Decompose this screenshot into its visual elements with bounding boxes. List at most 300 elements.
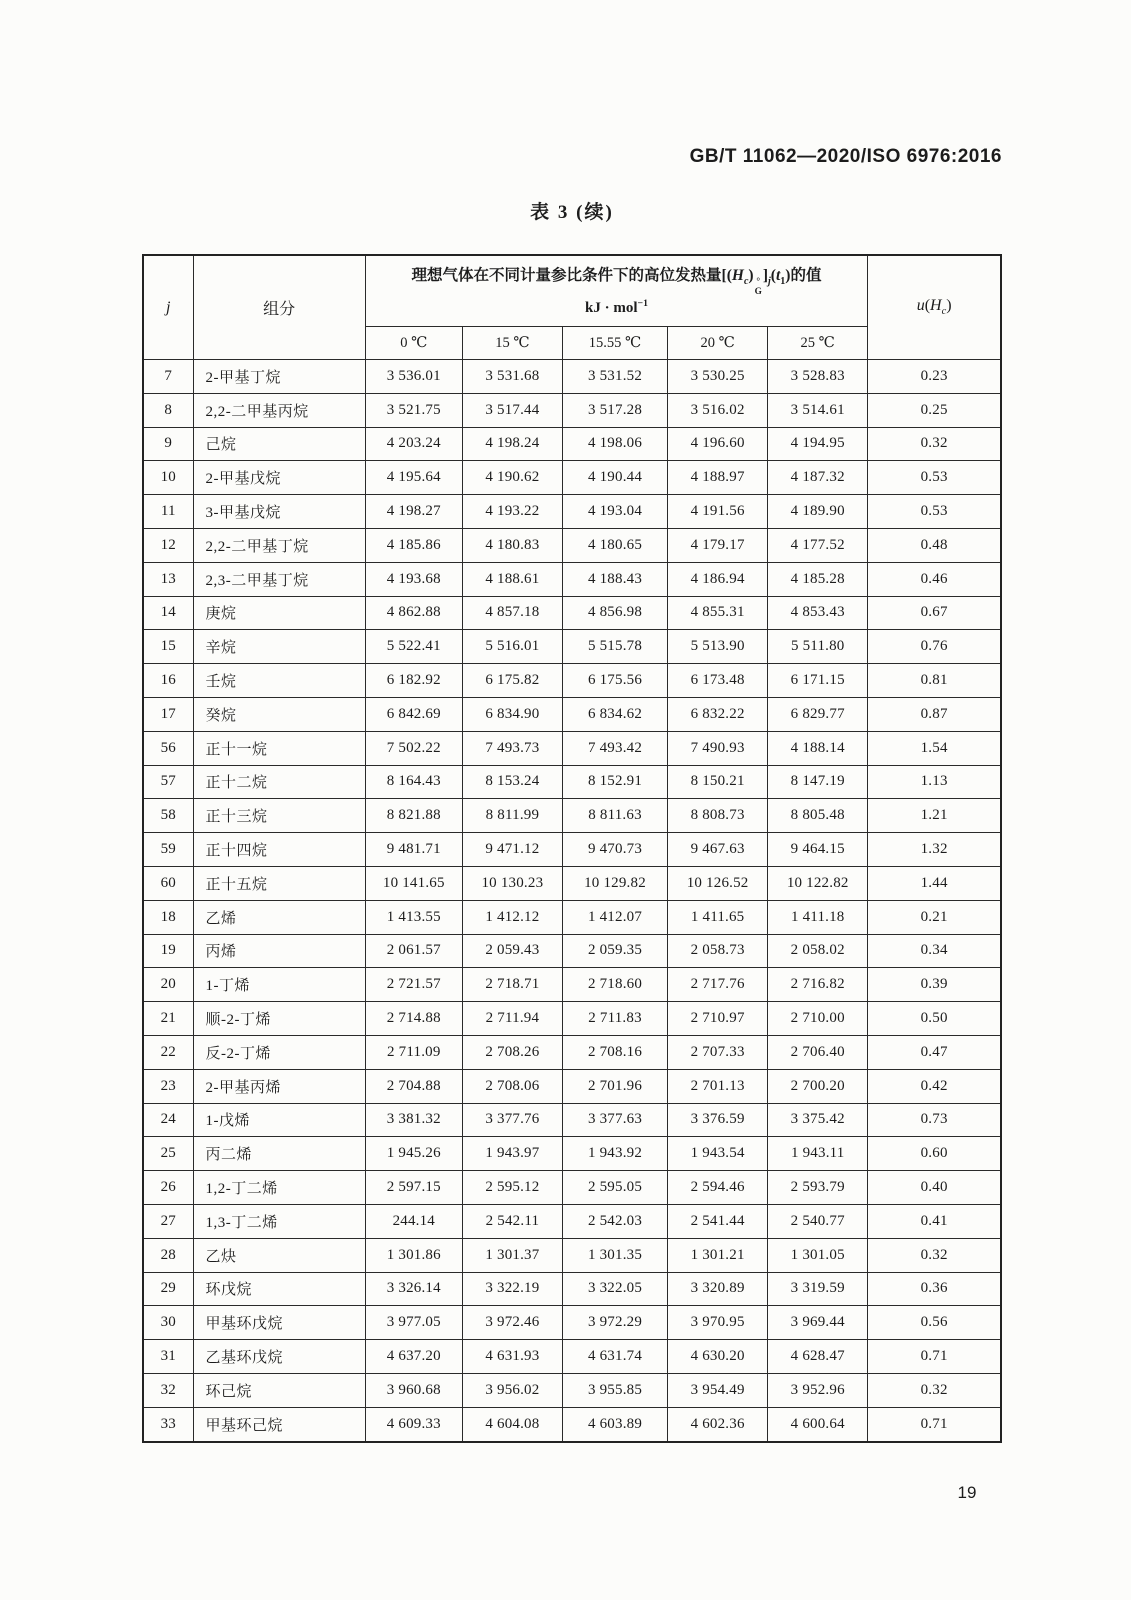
cell-uncertainty: 1.13 [868,765,1001,799]
cell-value-20c: 3 516.02 [668,393,768,427]
cell-value-15c: 3 517.44 [462,393,562,427]
cell-value-25c: 3 514.61 [768,393,868,427]
cell-value-15-55c: 4 631.74 [562,1340,667,1374]
cell-uncertainty: 0.60 [868,1137,1001,1171]
cell-uncertainty: 0.81 [868,664,1001,698]
table-row [143,562,1001,596]
cell-index-j: 12 [143,528,193,562]
cell-value-0c: 2 714.88 [365,1002,462,1036]
cell-value-15-55c: 10 129.82 [562,866,667,900]
cell-value-15c: 5 516.01 [462,630,562,664]
page-number: 19 [957,1483,977,1502]
table-row [143,1002,1001,1036]
cell-component-name: 正十四烷 [193,833,365,867]
cell-value-25c: 1 411.18 [768,900,868,934]
table-row [143,1238,1001,1272]
cell-value-20c: 1 411.65 [668,900,768,934]
table-row [143,1306,1001,1340]
cell-value-0c: 1 945.26 [365,1137,462,1171]
cell-index-j: 7 [143,360,193,394]
cell-component-name: 正十三烷 [193,799,365,833]
cell-index-j: 22 [143,1035,193,1069]
cell-value-15c: 8 153.24 [462,765,562,799]
cell-value-15-55c: 3 955.85 [562,1373,667,1407]
standard-code: GB/T 11062—2020/ISO 6976:2016 [689,146,1002,167]
cell-value-25c: 2 716.82 [768,968,868,1002]
cell-uncertainty: 0.71 [868,1407,1001,1441]
cell-value-15-55c: 3 531.52 [562,360,667,394]
cell-component-name: 1-戊烯 [193,1103,365,1137]
cell-component-name: 甲基环戊烷 [193,1306,365,1340]
cell-index-j: 58 [143,799,193,833]
cell-value-15c: 4 857.18 [462,596,562,630]
table-row [143,393,1001,427]
cell-uncertainty: 1.44 [868,866,1001,900]
cell-value-25c: 5 511.80 [768,630,868,664]
cell-uncertainty: 0.40 [868,1171,1001,1205]
cell-value-20c: 7 490.93 [668,731,768,765]
table-row [143,1069,1001,1103]
cell-value-20c: 8 150.21 [668,765,768,799]
cell-value-15-55c: 1 943.92 [562,1137,667,1171]
cell-value-0c: 3 960.68 [365,1373,462,1407]
cell-value-0c: 7 502.22 [365,731,462,765]
cell-value-0c: 4 185.86 [365,528,462,562]
cell-uncertainty: 0.48 [868,528,1001,562]
cell-value-15c: 9 471.12 [462,833,562,867]
cell-value-15c: 7 493.73 [462,731,562,765]
cell-value-0c: 8 821.88 [365,799,462,833]
cell-value-0c: 5 522.41 [365,630,462,664]
cell-uncertainty: 1.32 [868,833,1001,867]
cell-component-name: 2-甲基丁烷 [193,360,365,394]
cell-value-0c: 2 721.57 [365,968,462,1002]
calorific-value-table [142,254,1002,1443]
cell-value-15-55c: 2 711.83 [562,1002,667,1036]
cell-uncertainty: 0.23 [868,360,1001,394]
cell-component-name: 2,2-二甲基丁烷 [193,528,365,562]
column-header-uncertainty: $u(H_c)$ [868,255,1001,360]
cell-value-15-55c: 5 515.78 [562,630,667,664]
cell-value-20c: 1 301.21 [668,1238,768,1272]
cell-component-name: 顺-2-丁烯 [193,1002,365,1036]
cell-value-20c: 2 710.97 [668,1002,768,1036]
cell-index-j: 29 [143,1272,193,1306]
table-row [143,461,1001,495]
cell-value-20c: 2 594.46 [668,1171,768,1205]
cell-uncertainty: 0.41 [868,1204,1001,1238]
cell-value-0c: 3 536.01 [365,360,462,394]
cell-value-20c: 5 513.90 [668,630,768,664]
cell-index-j: 24 [143,1103,193,1137]
cell-value-25c: 3 319.59 [768,1272,868,1306]
cell-index-j: 31 [143,1340,193,1374]
cell-index-j: 16 [143,664,193,698]
cell-component-name: 2,3-二甲基丁烷 [193,562,365,596]
cell-value-25c: 4 853.43 [768,596,868,630]
cell-value-20c: 4 188.97 [668,461,768,495]
cell-value-25c: 2 710.00 [768,1002,868,1036]
table-row [143,427,1001,461]
table-row [143,765,1001,799]
cell-index-j: 11 [143,495,193,529]
cell-component-name: 2,2-二甲基丙烷 [193,393,365,427]
cell-index-j: 19 [143,934,193,968]
cell-value-15-55c: 6 834.62 [562,697,667,731]
cell-value-15-55c: 4 198.06 [562,427,667,461]
cell-value-15-55c: 4 190.44 [562,461,667,495]
cell-uncertainty: 0.53 [868,461,1001,495]
cell-value-0c: 9 481.71 [365,833,462,867]
table-row [143,731,1001,765]
cell-value-20c: 9 467.63 [668,833,768,867]
cell-value-15-55c: 4 180.65 [562,528,667,562]
column-header-j: j [143,255,193,360]
cell-value-25c: 4 189.90 [768,495,868,529]
cell-uncertainty: 0.76 [868,630,1001,664]
table-row [143,1407,1001,1441]
cell-value-15-55c: 2 542.03 [562,1204,667,1238]
cell-uncertainty: 0.42 [868,1069,1001,1103]
cell-component-name: 丙二烯 [193,1137,365,1171]
cell-value-25c: 4 187.32 [768,461,868,495]
cell-value-0c: 2 061.57 [365,934,462,968]
cell-value-20c: 3 970.95 [668,1306,768,1340]
cell-value-25c: 10 122.82 [768,866,868,900]
cell-value-20c: 10 126.52 [668,866,768,900]
cell-index-j: 10 [143,461,193,495]
cell-uncertainty: 0.47 [868,1035,1001,1069]
cell-value-15c: 4 193.22 [462,495,562,529]
cell-value-25c: 8 147.19 [768,765,868,799]
cell-value-20c: 4 630.20 [668,1340,768,1374]
temp-header-15-55c: 15.55 ℃ [562,327,667,360]
cell-value-15c: 1 943.97 [462,1137,562,1171]
cell-uncertainty: 0.21 [868,900,1001,934]
cell-index-j: 8 [143,393,193,427]
cell-index-j: 27 [143,1204,193,1238]
cell-uncertainty: 0.36 [868,1272,1001,1306]
table-row [143,866,1001,900]
cell-value-15c: 2 718.71 [462,968,562,1002]
cell-component-name: 庚烷 [193,596,365,630]
cell-value-15-55c: 8 152.91 [562,765,667,799]
group-header-formula: 理想气体在不同计量参比条件下的高位发热量[$(H_c)$ ° G ]$_j(t_1)$的值 [411,267,822,297]
cell-value-20c: 4 186.94 [668,562,768,596]
cell-value-0c: 3 381.32 [365,1103,462,1137]
cell-component-name: 环己烷 [193,1373,365,1407]
cell-value-20c: 2 058.73 [668,934,768,968]
cell-index-j: 20 [143,968,193,1002]
table-row [143,1340,1001,1374]
table-row [143,799,1001,833]
cell-value-0c: 2 597.15 [365,1171,462,1205]
cell-value-25c: 1 943.11 [768,1137,868,1171]
cell-value-0c: 2 711.09 [365,1035,462,1069]
temp-header-0c: 0 ℃ [365,327,462,360]
cell-value-0c: 4 862.88 [365,596,462,630]
cell-value-15-55c: 2 708.16 [562,1035,667,1069]
cell-value-20c: 3 376.59 [668,1103,768,1137]
cell-index-j: 13 [143,562,193,596]
cell-value-15-55c: 4 188.43 [562,562,667,596]
cell-value-0c: 3 521.75 [365,393,462,427]
cell-value-0c: 6 182.92 [365,664,462,698]
cell-value-15c: 3 956.02 [462,1373,562,1407]
cell-value-0c: 4 193.68 [365,562,462,596]
cell-value-15c: 3 972.46 [462,1306,562,1340]
cell-value-15-55c: 3 377.63 [562,1103,667,1137]
cell-value-0c: 244.14 [365,1204,462,1238]
cell-uncertainty: 0.53 [868,495,1001,529]
table-row [143,1137,1001,1171]
cell-value-0c: 4 203.24 [365,427,462,461]
cell-uncertainty: 0.87 [868,697,1001,731]
temp-header-15c: 15 ℃ [462,327,562,360]
cell-value-20c: 4 179.17 [668,528,768,562]
table-row [143,1035,1001,1069]
cell-value-15c: 4 180.83 [462,528,562,562]
cell-value-20c: 2 707.33 [668,1035,768,1069]
cell-value-15c: 2 708.26 [462,1035,562,1069]
cell-value-20c: 2 717.76 [668,968,768,1002]
cell-value-20c: 4 602.36 [668,1407,768,1441]
cell-value-15-55c: 4 193.04 [562,495,667,529]
table-row [143,968,1001,1002]
cell-uncertainty: 1.54 [868,731,1001,765]
cell-value-25c: 2 706.40 [768,1035,868,1069]
cell-index-j: 26 [143,1171,193,1205]
cell-index-j: 56 [143,731,193,765]
cell-value-20c: 2 701.13 [668,1069,768,1103]
cell-component-name: 1-丁烯 [193,968,365,1002]
cell-value-15c: 4 604.08 [462,1407,562,1441]
cell-value-15c: 10 130.23 [462,866,562,900]
cell-value-25c: 6 829.77 [768,697,868,731]
cell-component-name: 乙烯 [193,900,365,934]
table-row [143,1204,1001,1238]
cell-value-25c: 4 600.64 [768,1407,868,1441]
cell-uncertainty: 0.25 [868,393,1001,427]
cell-value-15-55c: 8 811.63 [562,799,667,833]
cell-component-name: 乙炔 [193,1238,365,1272]
cell-uncertainty: 0.71 [868,1340,1001,1374]
cell-value-20c: 4 196.60 [668,427,768,461]
cell-value-20c: 1 943.54 [668,1137,768,1171]
cell-value-0c: 10 141.65 [365,866,462,900]
cell-uncertainty: 0.34 [868,934,1001,968]
cell-value-15c: 3 322.19 [462,1272,562,1306]
cell-index-j: 59 [143,833,193,867]
cell-index-j: 30 [143,1306,193,1340]
cell-uncertainty: 0.67 [868,596,1001,630]
cell-value-15-55c: 6 175.56 [562,664,667,698]
cell-value-25c: 6 171.15 [768,664,868,698]
cell-value-25c: 3 969.44 [768,1306,868,1340]
cell-value-15c: 8 811.99 [462,799,562,833]
table-row [143,1103,1001,1137]
cell-index-j: 17 [143,697,193,731]
cell-value-20c: 2 541.44 [668,1204,768,1238]
cell-component-name: 1,2-丁二烯 [193,1171,365,1205]
cell-value-15-55c: 3 322.05 [562,1272,667,1306]
cell-value-0c: 2 704.88 [365,1069,462,1103]
cell-value-15c: 3 531.68 [462,360,562,394]
cell-uncertainty: 0.32 [868,1238,1001,1272]
cell-index-j: 32 [143,1373,193,1407]
cell-value-25c: 4 177.52 [768,528,868,562]
cell-uncertainty: 0.73 [868,1103,1001,1137]
cell-index-j: 60 [143,866,193,900]
table-title: 表 3 (续) [530,202,614,223]
cell-component-name: 正十二烷 [193,765,365,799]
table-row [143,495,1001,529]
table-row [143,900,1001,934]
cell-uncertainty: 1.21 [868,799,1001,833]
cell-value-25c: 8 805.48 [768,799,868,833]
cell-value-25c: 3 528.83 [768,360,868,394]
cell-value-0c: 4 609.33 [365,1407,462,1441]
cell-value-0c: 1 413.55 [365,900,462,934]
cell-component-name: 己烷 [193,427,365,461]
temp-header-25c: 25 ℃ [768,327,868,360]
table-row [143,1171,1001,1205]
cell-value-20c: 3 320.89 [668,1272,768,1306]
cell-value-25c: 1 301.05 [768,1238,868,1272]
cell-index-j: 57 [143,765,193,799]
cell-value-0c: 1 301.86 [365,1238,462,1272]
cell-component-name: 正十五烷 [193,866,365,900]
cell-value-15-55c: 9 470.73 [562,833,667,867]
cell-index-j: 33 [143,1407,193,1441]
cell-value-15c: 1 301.37 [462,1238,562,1272]
cell-value-20c: 3 954.49 [668,1373,768,1407]
cell-value-15-55c: 2 059.35 [562,934,667,968]
cell-component-name: 癸烷 [193,697,365,731]
cell-uncertainty: 0.32 [868,427,1001,461]
cell-uncertainty: 0.32 [868,1373,1001,1407]
cell-value-15c: 4 188.61 [462,562,562,596]
cell-value-15-55c: 3 972.29 [562,1306,667,1340]
cell-value-25c: 2 593.79 [768,1171,868,1205]
table-row [143,1272,1001,1306]
cell-index-j: 14 [143,596,193,630]
cell-value-15-55c: 1 301.35 [562,1238,667,1272]
cell-index-j: 9 [143,427,193,461]
cell-value-15c: 2 542.11 [462,1204,562,1238]
cell-component-name: 丙烯 [193,934,365,968]
cell-value-25c: 4 185.28 [768,562,868,596]
cell-value-0c: 4 637.20 [365,1340,462,1374]
cell-component-name: 反-2-丁烯 [193,1035,365,1069]
cell-value-15-55c: 4 856.98 [562,596,667,630]
cell-index-j: 21 [143,1002,193,1036]
cell-value-15-55c: 4 603.89 [562,1407,667,1441]
cell-uncertainty: 0.46 [868,562,1001,596]
cell-index-j: 25 [143,1137,193,1171]
table-row [143,630,1001,664]
cell-value-15-55c: 3 517.28 [562,393,667,427]
cell-value-15c: 2 711.94 [462,1002,562,1036]
table-row [143,833,1001,867]
cell-value-20c: 6 832.22 [668,697,768,731]
cell-index-j: 28 [143,1238,193,1272]
cell-value-25c: 2 058.02 [768,934,868,968]
table-row [143,934,1001,968]
group-header-unit: kJ · mol$^{-1}$ [585,297,648,316]
table-row [143,664,1001,698]
cell-uncertainty: 0.56 [868,1306,1001,1340]
group-header-calorific-values [365,255,868,327]
cell-value-15c: 6 175.82 [462,664,562,698]
cell-component-name: 2-甲基丙烯 [193,1069,365,1103]
column-header-component: 组分 [193,255,365,360]
table-body [143,360,1001,1442]
cell-value-15c: 4 631.93 [462,1340,562,1374]
cell-value-15-55c: 2 595.05 [562,1171,667,1205]
cell-value-20c: 8 808.73 [668,799,768,833]
cell-uncertainty: 0.39 [868,968,1001,1002]
cell-value-0c: 3 326.14 [365,1272,462,1306]
cell-value-0c: 6 842.69 [365,697,462,731]
cell-value-25c: 4 188.14 [768,731,868,765]
cell-value-15c: 2 595.12 [462,1171,562,1205]
cell-index-j: 23 [143,1069,193,1103]
cell-value-20c: 3 530.25 [668,360,768,394]
cell-value-20c: 6 173.48 [668,664,768,698]
cell-uncertainty: 0.50 [868,1002,1001,1036]
cell-component-name: 辛烷 [193,630,365,664]
cell-value-0c: 4 195.64 [365,461,462,495]
cell-value-15c: 4 190.62 [462,461,562,495]
cell-value-15-55c: 7 493.42 [562,731,667,765]
cell-component-name: 乙基环戊烷 [193,1340,365,1374]
cell-component-name: 正十一烷 [193,731,365,765]
table-row [143,360,1001,394]
cell-value-20c: 4 855.31 [668,596,768,630]
cell-component-name: 壬烷 [193,664,365,698]
table-row [143,1373,1001,1407]
cell-component-name: 环戊烷 [193,1272,365,1306]
cell-value-15c: 1 412.12 [462,900,562,934]
cell-value-25c: 3 952.96 [768,1373,868,1407]
cell-value-25c: 3 375.42 [768,1103,868,1137]
cell-value-15-55c: 2 701.96 [562,1069,667,1103]
cell-value-25c: 2 540.77 [768,1204,868,1238]
cell-value-20c: 4 191.56 [668,495,768,529]
cell-value-15c: 3 377.76 [462,1103,562,1137]
cell-value-0c: 4 198.27 [365,495,462,529]
cell-value-15c: 2 708.06 [462,1069,562,1103]
cell-index-j: 15 [143,630,193,664]
cell-value-25c: 4 194.95 [768,427,868,461]
cell-value-15-55c: 2 718.60 [562,968,667,1002]
cell-value-15c: 4 198.24 [462,427,562,461]
table-row [143,596,1001,630]
cell-component-name: 甲基环己烷 [193,1407,365,1441]
cell-value-0c: 8 164.43 [365,765,462,799]
cell-value-15c: 2 059.43 [462,934,562,968]
cell-value-0c: 3 977.05 [365,1306,462,1340]
cell-index-j: 18 [143,900,193,934]
cell-value-25c: 9 464.15 [768,833,868,867]
cell-value-25c: 4 628.47 [768,1340,868,1374]
cell-value-25c: 2 700.20 [768,1069,868,1103]
temp-header-20c: 20 ℃ [668,327,768,360]
cell-component-name: 3-甲基戊烷 [193,495,365,529]
table-row [143,697,1001,731]
table-row [143,528,1001,562]
